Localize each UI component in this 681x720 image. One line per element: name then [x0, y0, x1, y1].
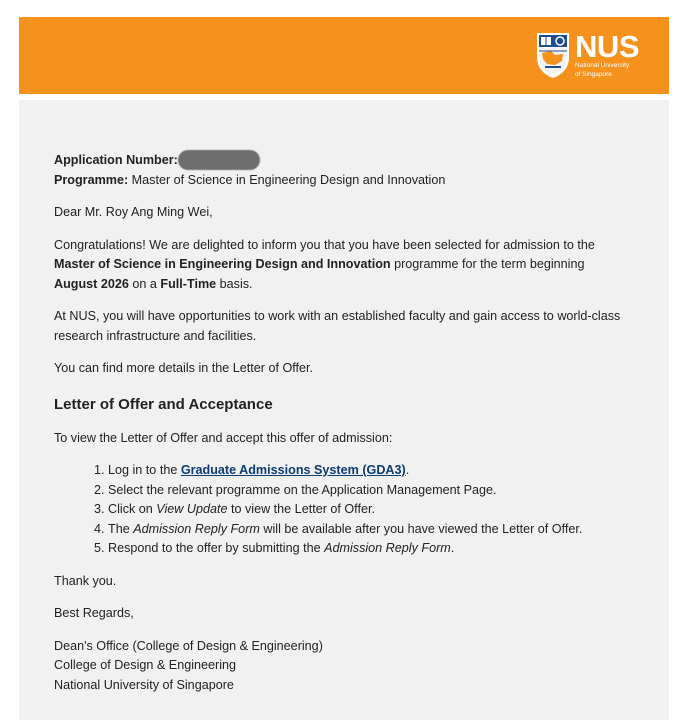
application-number-line	[54, 150, 624, 171]
signature-line-1: Dean's Office (College of Design & Engineering)	[54, 638, 323, 653]
step-text: will be available after you have viewed the Letter of Offer.	[259, 521, 583, 536]
section-heading: Letter of Offer and Acceptance	[54, 395, 273, 413]
step-5	[108, 539, 624, 559]
step-2: 2. Select the relevant programme on the Application Management Page.	[108, 481, 624, 501]
congrats-text: programme for the term beginning	[390, 257, 585, 271]
nus-crest-icon	[535, 31, 571, 79]
reply-form-italic: Admission Reply Form	[133, 521, 260, 536]
step-text: .	[450, 541, 455, 556]
congratulations-paragraph	[54, 236, 624, 295]
logo-wordmark: NUS	[575, 29, 639, 64]
step-4	[108, 520, 624, 540]
study-mode-bold: Full-Time	[160, 276, 217, 291]
steps-list	[54, 461, 624, 559]
reply-form-italic: Admission Reply Form	[324, 541, 451, 556]
salutation: Dear Mr. Roy Ang Ming Wei,	[54, 205, 213, 219]
programme-value: Master of Science in Engineering Design and Innovation	[128, 172, 446, 187]
step-text: to view the Letter of Offer.	[227, 502, 375, 517]
redacted-application-number	[178, 150, 260, 170]
letter-content	[54, 150, 624, 695]
step-3	[108, 500, 624, 520]
programme-label: Programme:	[54, 172, 129, 187]
step-text: .	[405, 463, 410, 477]
application-number-label: Application Number:	[54, 153, 178, 167]
congrats-text: Congratulations! We are delighted to inform you that you have been selected for admission to the	[54, 237, 595, 252]
more-details-paragraph: You can find more details in the Letter of Offer.	[54, 361, 314, 375]
step-text: Click on	[108, 502, 157, 517]
signature-line-3: National University of Singapore	[54, 677, 234, 692]
opportunities-paragraph: At NUS, you will have opportunities to work with an established faculty and gain access to world-class research infrastructure and facilities.	[54, 309, 621, 343]
programme-name-bold: Master of Science in Engineering Design and Innovation	[54, 257, 391, 271]
thanks: Thank you.	[54, 573, 117, 588]
step-1	[108, 461, 624, 481]
instructions-intro: To view the Letter of Offer and accept this offer of admission:	[54, 430, 393, 445]
step-text: Log in to the	[108, 463, 181, 477]
congrats-text: basis.	[216, 276, 253, 291]
nus-logo	[535, 31, 639, 83]
term-bold: August 2026	[54, 276, 129, 291]
header-banner	[19, 17, 669, 94]
step-text: The	[108, 521, 134, 536]
gda3-link[interactable]: Graduate Admissions System (GDA3)	[180, 463, 406, 477]
step-text: Respond to the offer by submitting the	[108, 541, 325, 556]
programme-line	[54, 171, 624, 191]
closing: Best Regards,	[54, 606, 134, 621]
signature-block	[54, 637, 624, 696]
logo-subtitle-line1: National University	[575, 62, 630, 69]
view-update-italic: View Update	[156, 502, 228, 517]
congrats-text: on a	[128, 276, 161, 291]
letter-body	[19, 100, 669, 720]
signature-line-2: College of Design & Engineering	[54, 658, 237, 673]
logo-subtitle-line2: of Singapore	[575, 71, 612, 78]
